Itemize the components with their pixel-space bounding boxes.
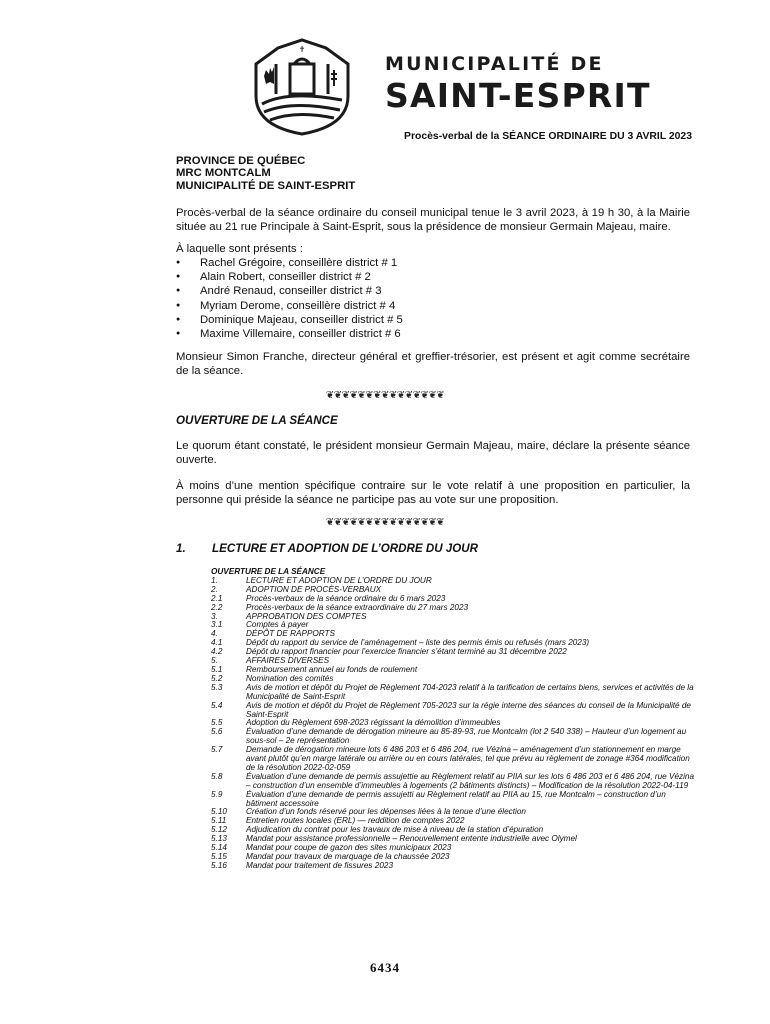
brand-name	[385, 53, 651, 115]
opening-paragraph-2: À moins d’une mention spécifique contraire sur le vote relatif à une proposition en particulier, la personne qui préside la séance ne participe pas au vote sur une proposition.	[176, 480, 690, 507]
agenda-item-number: 5.16	[211, 860, 227, 870]
brand-line-2: SAINT-ESPRIT	[385, 76, 651, 115]
agenda-item	[211, 702, 695, 720]
list-item: ● Myriam Derome, conseillère district # 4	[176, 299, 403, 313]
ornament-divider: ❦❦❦❦❦❦❦❦❦❦❦❦❦❦❦	[325, 390, 445, 401]
address-mrc: MRC MONTCALM	[176, 167, 271, 180]
agenda-item-number: 2.2	[211, 602, 223, 612]
agenda-item-text: Avis de motion et dépôt du Projet de Règlement 704-2023 relatif à la tarification de certains biens, services et activités de la Municipalité de Saint-Esprit	[246, 682, 694, 701]
agenda-head: OUVERTURE DE LA SÉANCE	[211, 567, 326, 576]
present-label: À laquelle sont présents :	[176, 243, 303, 255]
agenda-item-number: 5.6	[211, 727, 223, 737]
list-item: ● Rachel Grégoire, conseillère district # 1	[176, 256, 403, 270]
opening-paragraph-1: Le quorum étant constaté, le président monsieur Germain Majeau, maire, déclare la présente séance ouverte.	[176, 440, 690, 467]
address-municipality: MUNICIPALITÉ DE SAINT-ESPRIT	[176, 179, 356, 192]
agenda-list	[211, 568, 695, 871]
agenda-item-text: Entretien routes locales (ERL) — reddition de comptes 2022	[246, 816, 465, 826]
agenda-item-number: 5.8	[211, 771, 223, 781]
list-item: ● Maxime Villemaire, conseiller district # 6	[176, 327, 403, 341]
agenda-item-number: 4.2	[211, 647, 223, 657]
list-item: ● Dominique Majeau, conseiller district # 5	[176, 313, 403, 327]
agenda-item-number: 3.	[211, 611, 218, 621]
agenda-item-number: 5.9	[211, 789, 223, 799]
agenda-item-text: Remboursement annuel au fonds de roulement	[246, 664, 418, 674]
agenda-item-number: 4.1	[211, 638, 223, 648]
agenda-item-number: 1.	[211, 575, 218, 585]
agenda-item	[211, 773, 695, 791]
agenda-item-text: Avis de motion et dépôt du Projet de Règlement 705-2023 sur la régie interne des séances du conseil de la Municipalité de Saint-Esprit	[246, 700, 691, 719]
agenda-item-number: 5.4	[211, 700, 223, 710]
agenda-item-number: 5.10	[211, 807, 227, 817]
agenda-item-number: 5.3	[211, 682, 223, 692]
agenda-item-text: Procès-verbaux de la séance ordinaire du 6 mars 2023	[246, 593, 446, 603]
agenda-item	[211, 746, 695, 773]
agenda-item-text: Adoption du Règlement 698-2023 régissant la démolition d’immeubles	[246, 718, 501, 728]
svg-text:✝: ✝	[298, 45, 306, 54]
agenda-item-number: 5.1	[211, 664, 223, 674]
agenda-item-number: 5.13	[211, 834, 227, 844]
intro-paragraph: Procès-verbal de la séance ordinaire du conseil municipal tenue le 3 avril 2023, à 19 h 30, à la Mairie située au 21 rue Principale à Saint-Esprit, sous la présidence de monsieur Germain Majeau, maire.	[176, 207, 690, 234]
agenda-item	[211, 862, 695, 871]
present-list	[176, 256, 403, 341]
agenda-item-number: 3.1	[211, 620, 223, 630]
agenda-item-number: 4.	[211, 629, 218, 639]
agenda-item-text: LECTURE ET ADOPTION DE L’ORDRE DU JOUR	[246, 575, 432, 585]
page-number: 6434	[370, 960, 400, 975]
agenda-item-number: 5.12	[211, 825, 227, 835]
section-number: 1.	[176, 542, 186, 555]
agenda-item-number: 5.11	[211, 816, 227, 826]
agenda-item-text: Procès-verbaux de la séance extraordinaire du 27 mars 2023	[246, 602, 469, 612]
agenda-item-text: AFFAIRES DIVERSES	[246, 656, 330, 666]
agenda-item-text: Mandat pour travaux de marquage de la chaussée 2023	[246, 852, 450, 861]
agenda-item-text: Évaluation d’une demande de dérogation mineure au 85-89-93, rue Montcalm (lot 2 540 338) – Hauteur d’un logement au sous-sol – 2e représentation	[246, 727, 687, 746]
agenda-item-text: DÉPÔT DE RAPPORTS	[246, 629, 336, 639]
list-item: ● Alain Robert, conseiller district # 2	[176, 270, 403, 284]
section-1-heading	[176, 542, 478, 555]
secretary-paragraph: Monsieur Simon Franche, directeur général et greffier-trésorier, est présent et agit comme secrétaire de la séance.	[176, 351, 690, 378]
agenda-item-text: Évaluation d’une demande de permis assujetti au Règlement relatif au PIIA au 15, rue Montcalm – construction d’un bâtiment accessoire	[246, 789, 666, 808]
agenda-item	[211, 728, 695, 746]
agenda-item-number: 2.1	[211, 593, 223, 603]
address-block	[176, 155, 355, 192]
agenda-item-number: 5.5	[211, 718, 223, 728]
opening-title: OUVERTURE DE LA SÉANCE	[176, 414, 338, 427]
agenda-item-text: APPROBATION DES COMPTES	[246, 611, 367, 621]
ornament-divider: ❦❦❦❦❦❦❦❦❦❦❦❦❦❦❦	[325, 517, 445, 528]
agenda-item-text: Mandat pour coupe de gazon des sites municipaux 2023	[246, 843, 452, 853]
agenda-item-text: Création d’un fonds réservé pour les dépenses liées à la tenue d’une élection	[246, 807, 526, 817]
agenda-item-text: Demande de dérogation mineure lots 6 486 203 et 6 486 204, rue Vézina – aménagement d’un stationnement en marge avant plutôt qu’en marge latérale ou arrière ou en cours latérales, tel que prévu au règlement de zonage #364 modification de la résolution 2022-02-059	[246, 745, 690, 772]
agenda-item-number: 5.14	[211, 843, 227, 853]
agenda-item-text: Comptes à payer	[246, 620, 309, 630]
list-item: ● André Renaud, conseiller district # 3	[176, 284, 403, 298]
agenda-item-number: 5.	[211, 656, 218, 666]
agenda-item-text: Nomination des comités	[246, 673, 334, 683]
agenda-item	[211, 791, 695, 809]
agenda-item-text: ADOPTION DE PROCÈS-VERBAUX	[246, 584, 382, 594]
agenda-item-text: Dépôt du rapport du service de l’aménagement – liste des permis émis ou refusés (mars 2023)	[246, 638, 590, 648]
agenda-item-number: 5.2	[211, 673, 223, 683]
section-title: LECTURE ET ADOPTION DE L’ORDRE DU JOUR	[212, 542, 479, 555]
agenda-item	[211, 684, 695, 702]
municipality-logo	[248, 34, 356, 138]
agenda-item-text: Dépôt du rapport financier pour l’exercice financier s’étant terminé au 31 décembre 2022	[246, 647, 567, 657]
agenda-item-text: Adjudication du contrat pour les travaux de mise à niveau de la station d’épuration	[246, 825, 544, 835]
address-province: PROVINCE DE QUÉBEC	[176, 155, 306, 167]
agenda-item-number: 2.	[211, 584, 218, 594]
agenda-item-text: Mandat pour assistance professionnelle – Renouvellement entente industrielle avec Olymel	[246, 834, 577, 844]
agenda-item-text: Mandat pour traitement de fissures 2023	[246, 860, 394, 870]
agenda-item-number: 5.15	[211, 852, 227, 861]
agenda-item-number: 5.7	[211, 745, 223, 755]
agenda-item-text: Évaluation d’une demande de permis assujettie au Règlement relatif au PIIA sur les lots 6 486 203 et 6 486 204, rue Vézina – construction d’un ensemble d’immeubles à logements (2 bâtiments distincts) – Modification de la résolution 2022-04-119	[246, 771, 695, 790]
document-header: Procès-verbal de la SÉANCE ORDINAIRE DU 3 AVRIL 2023	[404, 131, 692, 142]
brand-line-1: MUNICIPALITÉ DE	[385, 53, 604, 75]
